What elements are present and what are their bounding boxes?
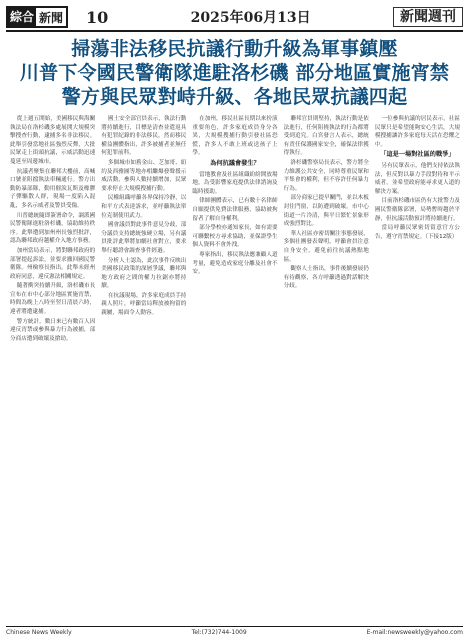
article-body	[10, 115, 460, 623]
headline-line-2: 川普下令國民警衛隊進駐洛杉磯 部分地區實施宵禁	[19, 62, 450, 84]
paragraph: 聯邦官員則堅持，執法行動是依法進行，任何阻撓執法的行為都將受到追究。白宮發言人表示，總統有責任保護國家安全，確保法律獲得執行。	[283, 116, 369, 157]
paragraph: 洛杉磯警察局長表示，警方將全力維護公共安全，同時尊重民眾和平集會的權利，但不容許任何暴力行為。	[283, 159, 369, 192]
paragraph: 從上週五開始，美國移民與海關執法局在洛杉磯多處展開大規模突擊搜查行動，逮捕多名非法移民。此舉引發當地社區強烈反彈，大批民眾走上街頭抗議，示威活動迅速蔓延至周邊城市。	[10, 116, 96, 165]
publication-date: 2025年06月13日	[190, 10, 311, 26]
footer-phone: Tel:(732)744-1009	[191, 629, 247, 636]
masthead-rule	[6, 30, 463, 32]
footer-publication: Chinese News Weekly	[6, 629, 72, 636]
footer	[6, 629, 463, 639]
paragraph: 國土安全部官員表示，執法行動將持續進行，目標是清查並遣返具有犯罪紀錄的非法移民。然而移民權益團體指出，許多被捕者並無任何犯罪前科。	[101, 116, 187, 157]
paragraph: 加州當局表示，將對聯邦政府的部署提起訴訟，並要求撤回國民警衛隊。州檢察長指出，此舉未經州政府同意，違反憲法相關規定。	[10, 247, 96, 280]
paragraph: 部分學校亦通知家長，如有需要可聯繫校方尋求協助，並保證學生個人資料不會外洩。	[192, 225, 278, 249]
footer-email: E-mail:newsweekly@yahoo.com	[366, 629, 463, 636]
footer-rule	[6, 626, 463, 627]
brand-text: 新聞	[39, 10, 64, 25]
paragraph: 律師團體表示，已有數十名律師自願提供免費法律服務，協助被拘留者了解自身權利。	[192, 198, 278, 222]
paragraph: 抗議者聚集在聯邦大樓前，高喊口號並阻擋執法車輛通行。警方出動防暴部隊，動用催淚瓦斯及橡膠子彈驅散人群，現場一度陷入混亂，多名示威者及警員受傷。	[10, 168, 96, 209]
paragraph: 國會議員對此事件意見分歧，部分議員支持總統強硬立場，另有議員批評此舉將加劇社會對立，要求舉行聽證會調查事件經過。	[101, 222, 187, 254]
paragraph: 多個城市如舊金山、芝加哥、紐約及西雅圖等地亦相繼爆發聲援示威活動，參與人數持續增加，民眾要求停止大規模搜捕行動。	[101, 159, 187, 192]
paragraph: 華人社區亦密切關注事態發展，多個社團發表聲明，呼籲會員注意自身安全，避免前往抗議熱點地區。	[283, 230, 369, 263]
paragraph: 當地教會及社區組織紛紛開放場地，為受影響家庭提供法律諮詢及臨時援助。	[192, 171, 278, 195]
page-number: 10	[86, 7, 109, 27]
paragraph: 觀察人士指出，事件後續發展仍有待觀察，各方呼籲透過對話解決分歧。	[283, 266, 369, 290]
paragraph: 川普總統隨即簽署命令，調派國民警衛隊進駐洛杉磯，協助維持秩序。此舉遭到加州州長強烈批評，認為聯邦政府越權介入地方事務。	[10, 212, 96, 245]
article-column-4	[284, 115, 369, 623]
paragraph: 分析人士認為，此次事件反映出美國移民政策的深層爭議，聯邦與地方政府之間的權力拉鋸亦將持續。	[101, 257, 187, 290]
paragraph: 部分商家已提早關門，並以木板封住門窗，以防遭到破壞。市中心街道一片冷清，與平日繁忙景象形成強烈對比。	[283, 195, 369, 228]
paragraph: 民權組織呼籲各界保持冷靜，以和平方式表達訴求，並呼籲執法單位克制使用武力。	[101, 195, 187, 219]
paragraph: 另有民眾表示，他們支持依法執法，但反對以暴力手段對待和平示威者，並希望政府能尋求更人道的解決方案。	[374, 162, 461, 195]
paragraph: 一位參與抗議的居民表示，社區民眾只是希望能夠安心生活，大規模搜捕讓許多家庭每天活在恐懼之中。	[374, 116, 461, 148]
paragraph: 警方統計，數日來已有數百人因違反宵禁或參與暴力行為被捕，部分商店遭到破壞及搶劫。	[10, 318, 96, 342]
brand-logo	[6, 6, 68, 28]
paragraph: 目前洛杉磯市區仍有大批警力及國民警衛隊部署，局勢暫時趨於平靜，但抗議活動預計將持續進行。	[374, 198, 461, 222]
article-column-3	[192, 115, 277, 623]
article-column-5	[375, 115, 460, 623]
headline-line-3: 警方與民眾對峙升級、各地民眾抗議四起	[61, 86, 408, 108]
paragraph: 隨著衝突持續升級，洛杉磯市長宣布在市中心部分地區實施宵禁，時間為晚上八時至翌日清晨六時，違者將遭逮捕。	[10, 283, 96, 316]
paragraph: 在抗議現場，許多家庭成員手持親人照片，呼籲當局釋放被拘留的親屬，場面令人動容。	[101, 292, 187, 317]
article-column-1	[10, 115, 95, 623]
headline-line-1: 掃蕩非法移民抗議行動升級為軍事鎮壓	[71, 38, 398, 60]
paragraph: 專家指出，移民執法應兼顧人道考量，避免造成家庭分離及社會不安。	[192, 251, 278, 276]
subheading: 「這是一場對社區的戰爭」	[380, 151, 455, 159]
article-column-2	[101, 115, 186, 623]
subheading: 為何抗議會發生？	[210, 159, 260, 167]
paragraph: 在加州，移民社區長期以來扮演重要角色，許多家庭成員身分各異，大規模搜捕行動引發社區恐慌，許多人不敢上班或送孩子上學。	[192, 116, 278, 157]
masthead	[6, 6, 463, 28]
paragraph: 當局呼籲民眾密切留意官方公告，遵守宵禁規定。（下接12版）	[374, 225, 461, 240]
section-name: 新聞週刊	[393, 7, 463, 27]
brand-box: 綜合	[10, 10, 35, 24]
